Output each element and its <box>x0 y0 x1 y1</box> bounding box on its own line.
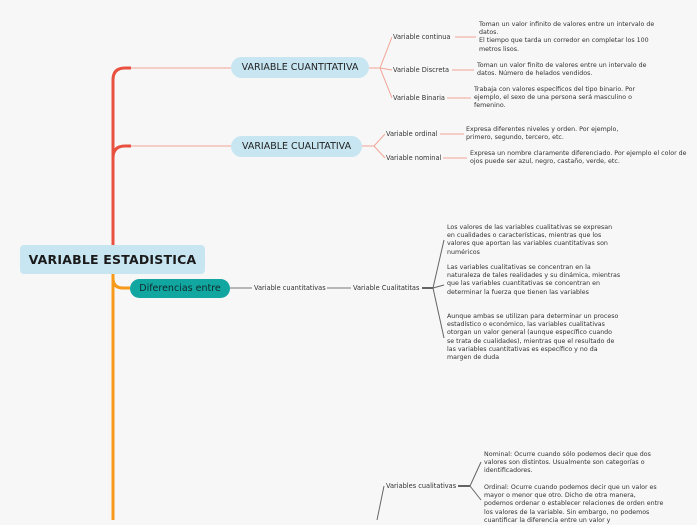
trunk-red-2 <box>113 146 131 158</box>
node-variables-cualitativas[interactable]: Variables cualitativas <box>386 482 457 490</box>
desc-variable-nominal: Expresa un nombre claramente diferenciado. Por ejemplo el color de ojos puede ser azul, negro, castaño, verde, etc. <box>470 150 687 166</box>
node-variable-binaria[interactable]: Variable Binaria <box>393 94 445 102</box>
trunk-orange-branch <box>113 278 130 288</box>
root-node[interactable]: VARIABLE ESTADISTICA <box>20 245 205 274</box>
branch-diferencias[interactable]: Diferencias entre <box>130 279 230 298</box>
note-nominal: Nominal: Ocurre cuando sólo podemos decir que dos valores son distintos. Usualmente son categorías o identificadores. <box>484 451 651 475</box>
node-variable-discreta[interactable]: Variable Discreta <box>393 66 450 74</box>
node-variable-ordinal[interactable]: Variable ordinal <box>386 130 438 138</box>
branch-cualitativa[interactable]: VARIABLE CUALITATIVA <box>231 136 362 157</box>
desc-variable-ordinal: Expresa diferentes niveles y orden. Por ejemplo, primero, segundo, tercero, etc. <box>466 126 619 142</box>
trunk-red <box>113 68 131 245</box>
desc-variable-discreta: Toman un valor finito de valores entre un intervalo de datos. Número de helados vendidos. <box>477 62 647 78</box>
note-ordinal: Ordinal: Ocurre cuando podemos decir que un valor es mayor o menor que otro. Dicho de otra manera, podemos ordenar o establecer relaciones de orden entre los valores de la variable. Sin embargo, no podemos cuantificar la diferencia entre un valor y <box>484 484 664 524</box>
note-diferencia-2: Las variables cualitativas se concentran en la naturaleza de tales realidades y su dinámica, mientras que las variables cuantitativas se concentran en determinar la fuerza que tienen las variables <box>447 264 621 296</box>
node-variable-continua[interactable]: Variable continua <box>393 33 451 41</box>
node-variable-cuantitativas[interactable]: Variable cuantitativas <box>254 284 326 292</box>
node-variable-nominal[interactable]: Variable nominal <box>386 154 442 162</box>
node-variable-cualitatitas[interactable]: Variable Cualitatitas <box>353 284 420 292</box>
note-diferencia-3: Aunque ambas se utilizan para determinar un proceso estadístico o económico, las variables cualitativas otorgan un valor general (aunque específico cuando se trata de cualidades), mientras que el resultado de las variables cuantitativas es específico y no da margen de duda <box>447 313 619 362</box>
desc-variable-continua: Toman un valor infinito de valores entre un intervalo de datos. El tiempo que tarda un corredor en completar los 100 metros lisos. <box>479 21 655 53</box>
branch-cuantitativa[interactable]: VARIABLE CUANTITATIVA <box>231 57 369 78</box>
note-diferencia-1: Los valores de las variables cualitativas se expresan en cualidades o características, mientras que los valores que aportan las variables cuantitativas son numéricos <box>447 224 613 256</box>
desc-variable-binaria: Trabaja con valores específicos del tipo binario. Por ejemplo, el sexo de una persona será masculino o femenino. <box>474 86 636 110</box>
